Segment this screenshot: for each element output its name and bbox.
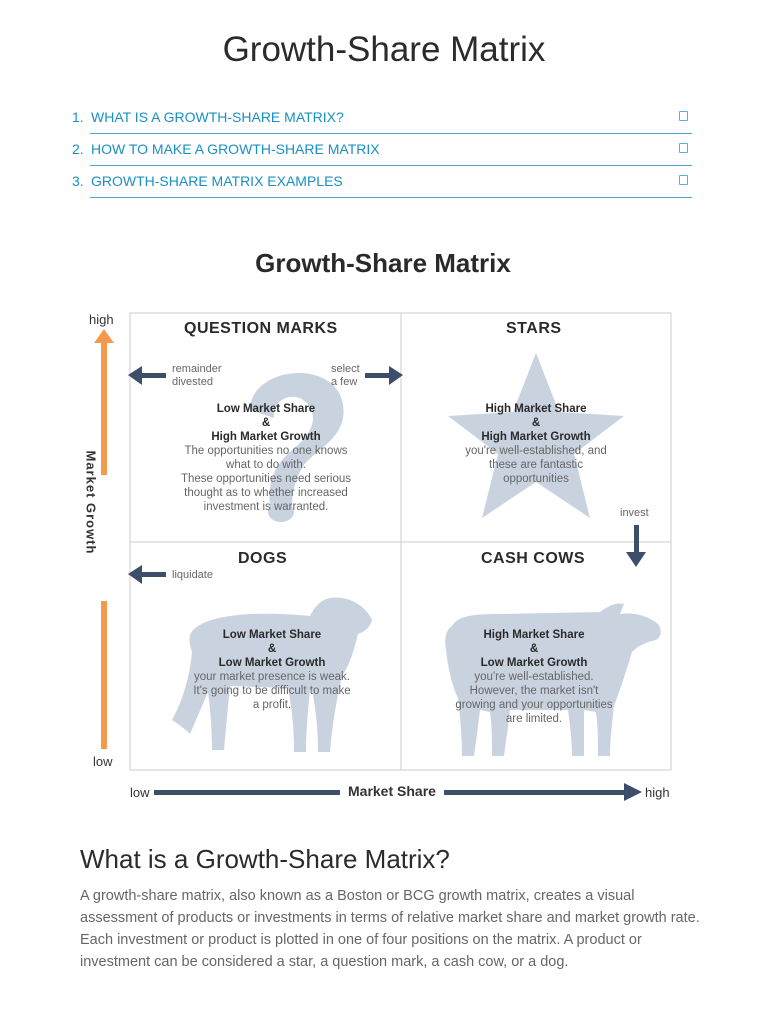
share-label: Low Market Share bbox=[222, 629, 322, 641]
expand-icon[interactable] bbox=[679, 111, 688, 121]
section-paragraph: A growth-share matrix, also known as a Boston or BCG growth matrix, creates a visual assessment of products or investments in terms of relative market share and market growth rate. Each investment or product is plotted in one of four positions on the matrix. A product or investment can be considered a star, a question mark, a cash cow, or a dog. bbox=[80, 888, 700, 970]
growth-share-diagram bbox=[80, 240, 700, 820]
desc-line: It's going to be difficult to make bbox=[193, 685, 351, 697]
stars-body bbox=[428, 402, 644, 486]
diagram-title: Growth-Share Matrix bbox=[255, 248, 511, 278]
select-a-few-label: select a few bbox=[331, 363, 360, 388]
toc-number: 2. bbox=[72, 141, 84, 157]
amp: & bbox=[529, 643, 539, 655]
liquidate-label: liquidate bbox=[172, 569, 213, 581]
toc-item-1[interactable] bbox=[72, 104, 692, 136]
share-label: Low Market Share bbox=[216, 403, 316, 415]
toc-divider bbox=[90, 133, 692, 134]
remainder-divested-label: remainder divested bbox=[172, 363, 222, 388]
share-label: High Market Share bbox=[485, 403, 587, 415]
y-axis-high-label: high bbox=[89, 312, 114, 327]
toc-divider bbox=[90, 165, 692, 166]
quadrant-title-stars: STARS bbox=[506, 320, 562, 337]
toc-link-examples[interactable]: GROWTH-SHARE MATRIX EXAMPLES bbox=[91, 173, 343, 189]
page-title: Growth-Share Matrix bbox=[222, 30, 546, 69]
y-axis-bar-bottom bbox=[101, 601, 107, 749]
amp: & bbox=[261, 417, 271, 429]
growth-label: High Market Growth bbox=[211, 431, 321, 443]
desc-line: investment is warranted. bbox=[203, 501, 329, 513]
quadrant-title-question-marks: QUESTION MARKS bbox=[184, 320, 338, 337]
toc-divider bbox=[90, 197, 692, 198]
y-axis-title: Market Growth bbox=[83, 450, 99, 555]
toc-number: 1. bbox=[72, 109, 84, 125]
desc-line: growing and your opportunities bbox=[455, 699, 613, 711]
dogs-body bbox=[164, 628, 380, 712]
toc-item-3[interactable] bbox=[72, 168, 692, 200]
diagram-graphics bbox=[80, 240, 700, 820]
x-axis-high-label: high bbox=[645, 785, 670, 800]
toc-number: 3. bbox=[72, 173, 84, 189]
section-heading: What is a Growth-Share Matrix? bbox=[80, 844, 450, 874]
growth-label: Low Market Growth bbox=[480, 657, 588, 669]
growth-label: High Market Growth bbox=[481, 431, 591, 443]
table-of-contents bbox=[72, 104, 692, 200]
growth-label: Low Market Growth bbox=[218, 657, 326, 669]
amp: & bbox=[267, 643, 277, 655]
desc-line: These opportunities need serious bbox=[180, 473, 352, 485]
desc-line: The opportunities no one knows bbox=[184, 445, 348, 457]
desc-line: you're well-established, and bbox=[465, 445, 607, 457]
quadrant-title-dogs: DOGS bbox=[238, 550, 288, 567]
desc-line: your market presence is weak. bbox=[194, 671, 350, 683]
cash-cows-body bbox=[426, 628, 642, 726]
toc-link-how-to-make[interactable]: HOW TO MAKE A GROWTH-SHARE MATRIX bbox=[91, 141, 380, 157]
what-is-section bbox=[80, 844, 700, 973]
question-marks-body bbox=[158, 402, 374, 514]
y-axis-bar-top bbox=[101, 342, 107, 475]
desc-line: are limited. bbox=[505, 713, 563, 725]
toc-item-2[interactable] bbox=[72, 136, 692, 168]
invest-label: invest bbox=[620, 507, 649, 519]
y-axis-low-label: low bbox=[93, 754, 113, 769]
toc-link-what-is[interactable]: WHAT IS A GROWTH-SHARE MATRIX? bbox=[91, 109, 344, 125]
expand-icon[interactable] bbox=[679, 175, 688, 185]
desc-line: what to do with. bbox=[226, 459, 306, 471]
expand-icon[interactable] bbox=[679, 143, 688, 153]
x-axis-arrowhead bbox=[624, 783, 642, 801]
x-axis-low-label: low bbox=[130, 785, 150, 800]
desc-line: However, the market isn't bbox=[469, 685, 599, 697]
desc-line: these are fantastic bbox=[489, 459, 583, 471]
y-axis-arrowhead bbox=[94, 329, 114, 343]
quadrant-title-cash-cows: CASH COWS bbox=[481, 550, 586, 567]
share-label: High Market Share bbox=[483, 629, 585, 641]
desc-line: a profit. bbox=[252, 699, 292, 711]
x-axis-title: Market Share bbox=[340, 783, 444, 799]
desc-line: you're well-established. bbox=[474, 671, 594, 683]
amp: & bbox=[531, 417, 541, 429]
desc-line: thought as to whether increased bbox=[184, 487, 348, 499]
desc-line: opportunities bbox=[503, 473, 569, 485]
